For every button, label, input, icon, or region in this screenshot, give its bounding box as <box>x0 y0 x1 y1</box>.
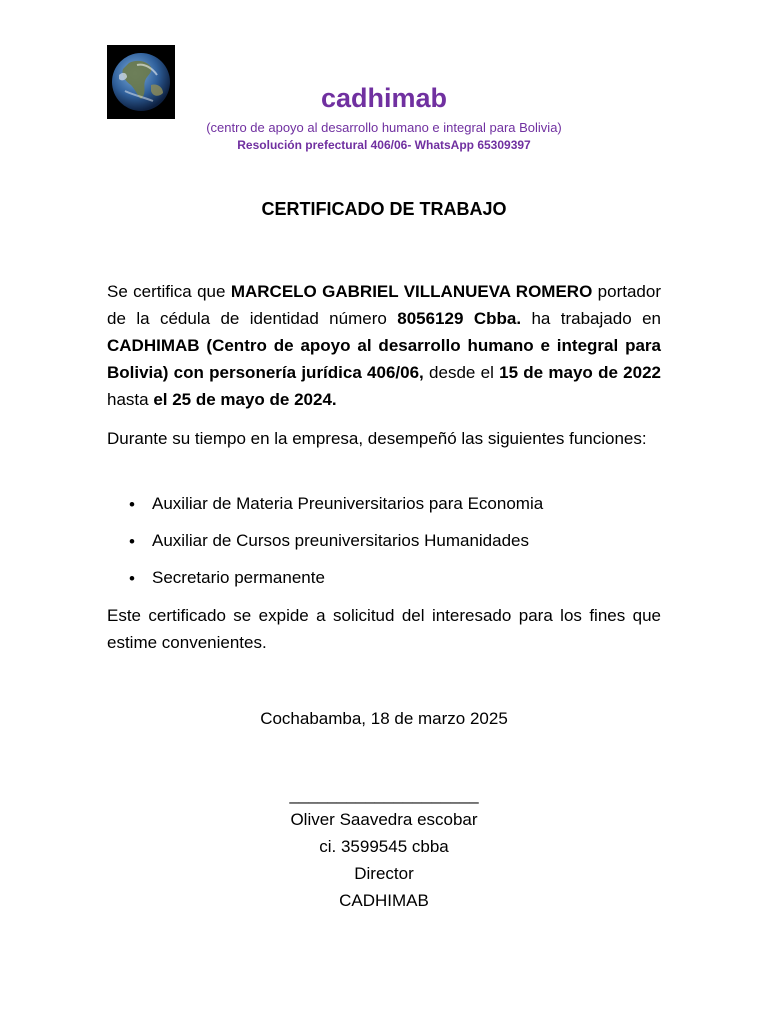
org-name: cadhimab <box>320 83 448 113</box>
bullet-icon: • <box>129 495 135 514</box>
signer-org: CADHIMAB <box>339 891 429 910</box>
issue-date: Cochabamba, 18 de marzo 2025 <box>260 709 508 728</box>
list-item <box>107 527 661 564</box>
functions-intro: Durante su tiempo en la empresa, desempeñó las siguientes funciones: <box>107 429 647 448</box>
document-title: CERTIFICADO DE TRABAJO <box>261 199 507 219</box>
signer-id: ci. 3599545 cbba <box>319 837 449 856</box>
org-resolution: Resolución prefectural 406/06- WhatsApp 65309397 <box>237 138 531 152</box>
signer-name: Oliver Saavedra escobar <box>290 810 478 829</box>
p1-text-2: portador de la cédula de identidad número <box>107 282 661 328</box>
list-item <box>107 564 661 601</box>
employee-name: MARCELO GABRIEL VILLANUEVA ROMERO <box>230 282 593 301</box>
signer-role: Director <box>354 864 414 883</box>
end-date: el 25 de mayo de 2024. <box>153 390 337 409</box>
bullet-icon: • <box>129 569 135 588</box>
function-text: Auxiliar de Cursos preuniversitarios Humanidades <box>152 531 530 550</box>
certification-paragraph <box>107 278 661 413</box>
p1-text-3: ha trabajado en <box>521 309 661 328</box>
bullet-icon: • <box>129 532 135 551</box>
list-item <box>107 490 661 527</box>
start-date: 15 de mayo de 2022 <box>499 363 661 382</box>
signature-block <box>0 806 768 914</box>
p1-text-5: hasta <box>107 390 154 409</box>
signature-line: ____________________ <box>289 785 479 804</box>
company-name: CADHIMAB (Centro de apoyo al desarrollo humano e integral para Bolivia) con personería jurídica 406/06, <box>107 336 661 382</box>
closing-paragraph: Este certificado se expide a solicitud del interesado para los fines que estime convenientes. <box>107 606 661 652</box>
org-subtitle: (centro de apoyo al desarrollo humano e integral para Bolivia) <box>206 120 562 135</box>
functions-list <box>107 490 661 601</box>
employee-id: 8056129 Cbba. <box>397 309 522 328</box>
function-text: Auxiliar de Materia Preuniversitarios para Economia <box>152 494 544 513</box>
p1-text-1: Se certifica que <box>107 282 231 301</box>
function-text: Secretario permanente <box>152 568 325 587</box>
p1-text-4: desde el <box>423 363 500 382</box>
